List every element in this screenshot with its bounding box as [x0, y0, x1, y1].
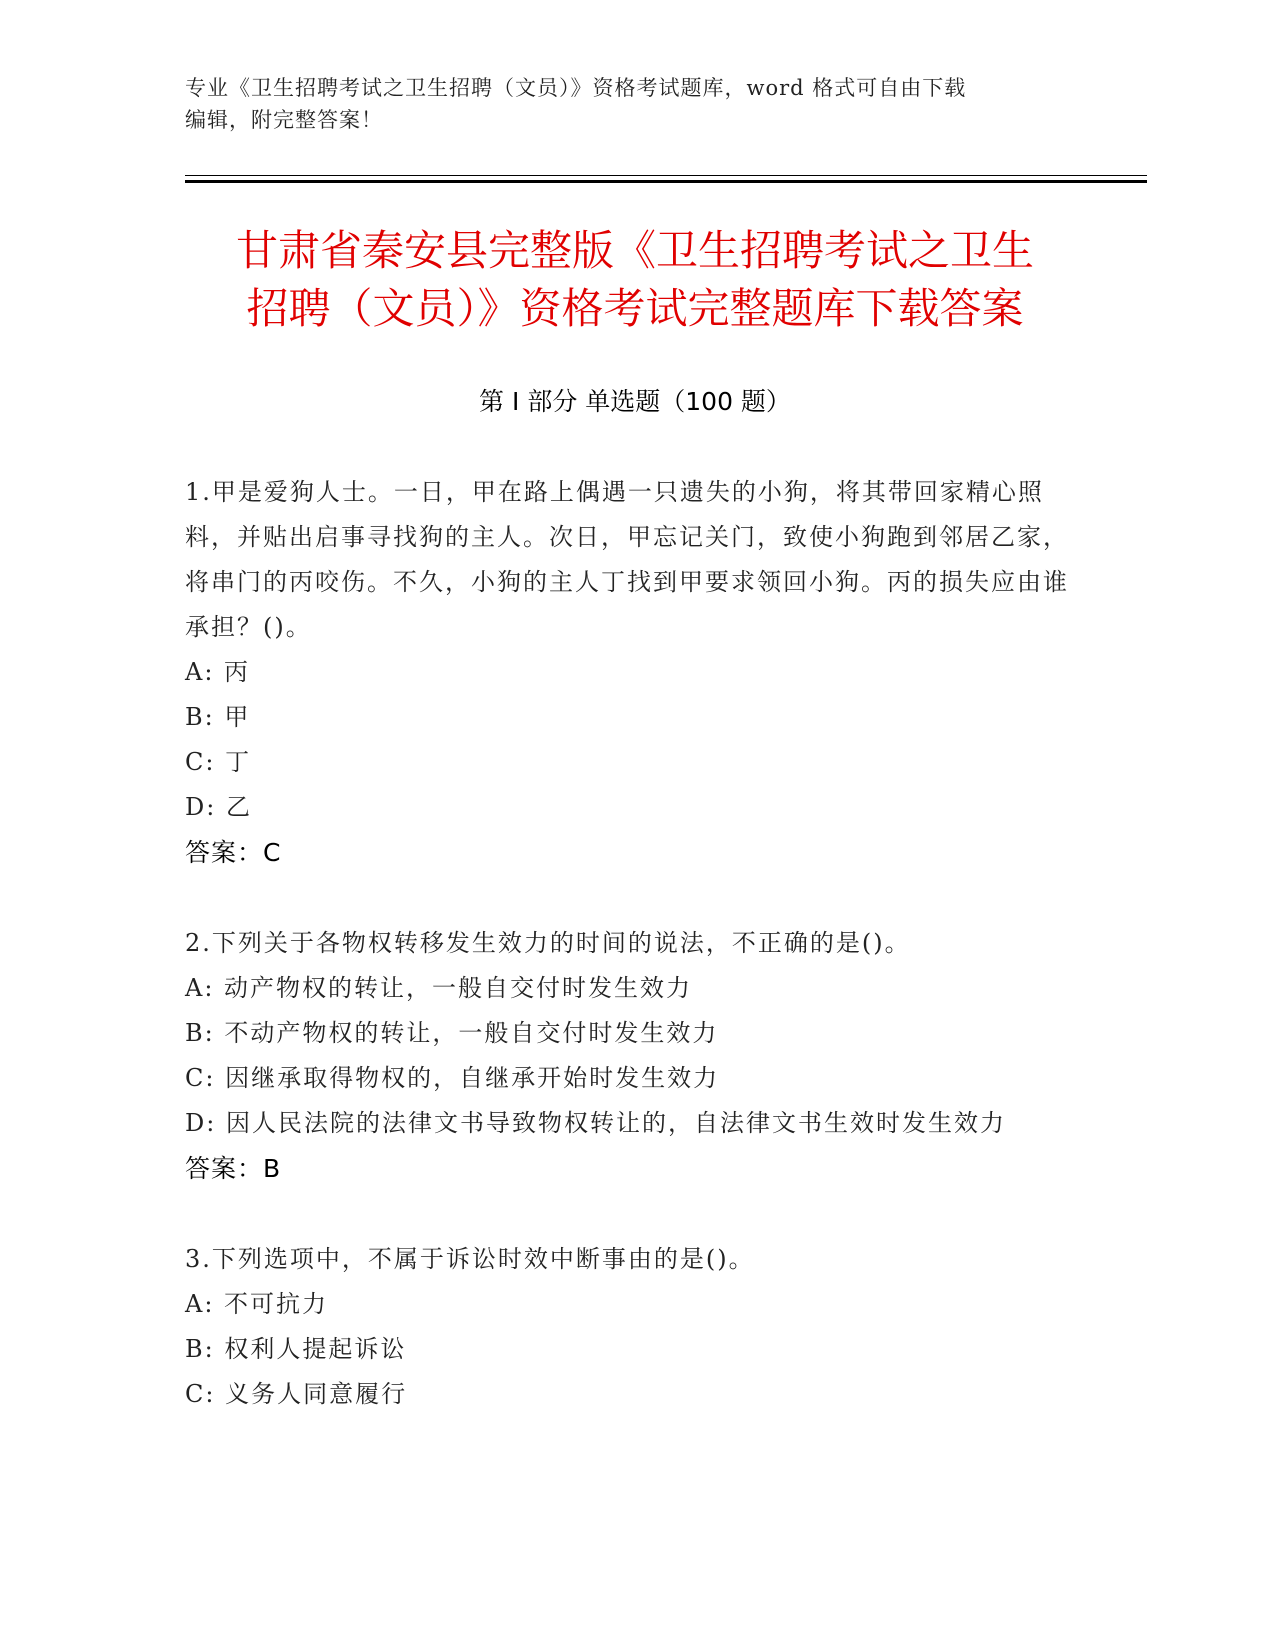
option-d: D: 乙	[185, 793, 252, 821]
header-note	[185, 72, 1085, 136]
header-divider-thin	[185, 175, 1147, 176]
option-a: A: 动产物权的转让，一般自交付时发生效力	[185, 974, 693, 1002]
section-heading: 第 I 部分 单选题（100 题）	[479, 387, 791, 416]
option-d: D: 因人民法院的法律文书导致物权转让的，自法律文书生效时发生效力	[185, 1109, 1006, 1137]
document-title-line2: 招聘（文员）》资格考试完整题库下载答案	[246, 284, 1024, 333]
answer-line: 答案：C	[185, 838, 282, 867]
question-3	[185, 1237, 1075, 1417]
question-2	[185, 921, 1075, 1191]
question-stem: 1.甲是爱狗人士。一日，甲在路上偶遇一只遗失的小狗，将其带回家精心照料，并贴出启事寻找狗的主人。次日，甲忘记关门，致使小狗跑到邻居乙家，将串门的丙咬伤。不久，小狗的主人丁找到甲要求领回小狗。丙的损失应由谁承担？()。	[185, 478, 1069, 641]
header-note-line1: 专业《卫生招聘考试之卫生招聘（文员）》资格考试题库，word 格式可自由下载	[185, 76, 967, 100]
header-divider-thick	[185, 180, 1147, 183]
option-c: C: 丁	[185, 748, 252, 776]
option-c: C: 因继承取得物权的，自继承开始时发生效力	[185, 1064, 720, 1092]
option-b: B: 权利人提起诉讼	[185, 1335, 407, 1363]
question-stem: 3.下列选项中，不属于诉讼时效中断事由的是()。	[185, 1245, 755, 1273]
option-a: A: 不可抗力	[185, 1290, 329, 1318]
option-c: C: 义务人同意履行	[185, 1380, 408, 1408]
question-stem: 2.下列关于各物权转移发生效力的时间的说法，不正确的是()。	[185, 929, 911, 957]
question-1	[185, 470, 1075, 875]
option-b: B: 甲	[185, 703, 251, 731]
question-list	[185, 470, 1075, 1463]
document-title-line1: 甘肃省秦安县完整版《卫生招聘考试之卫生	[235, 226, 1034, 275]
answer-line: 答案：B	[185, 1154, 282, 1183]
header-note-line2: 编辑，附完整答案！	[185, 108, 383, 132]
option-b: B: 不动产物权的转让，一般自交付时发生效力	[185, 1019, 719, 1047]
document-title	[185, 222, 1085, 338]
option-a: A: 丙	[185, 658, 251, 686]
